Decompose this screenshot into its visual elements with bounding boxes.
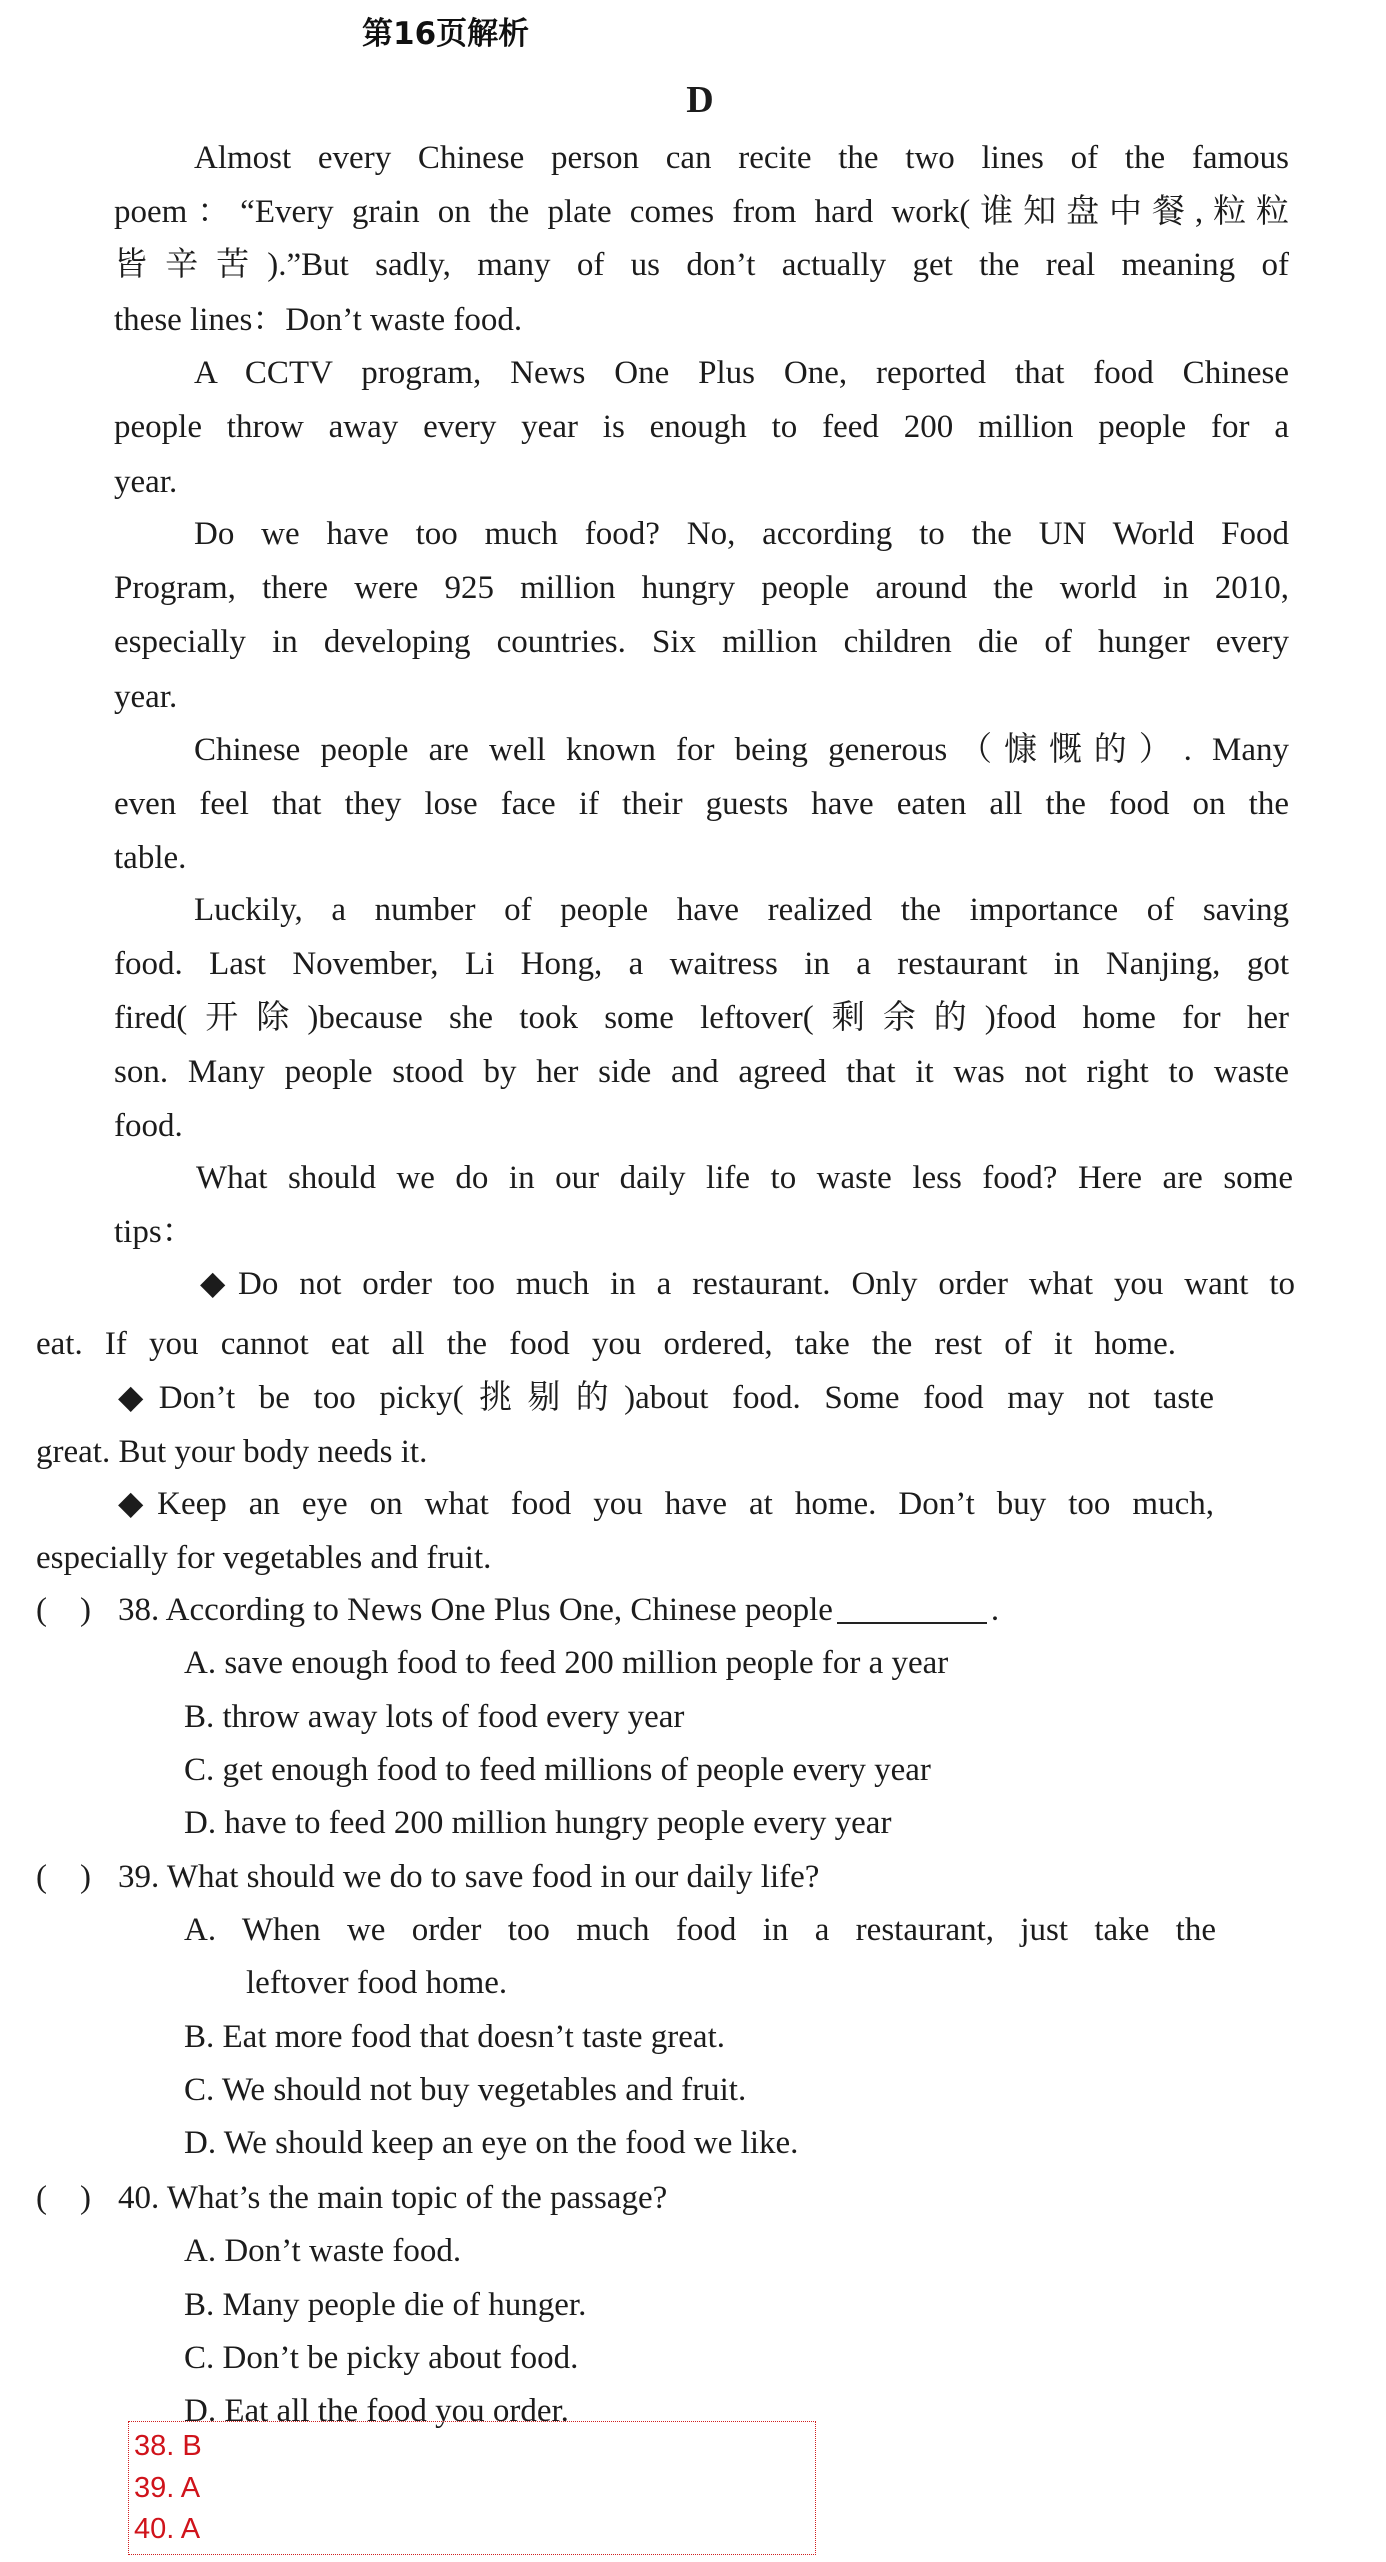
answer-40: 40. A: [134, 2513, 201, 2545]
passage-line: Chinese people are well known for being generous（慷慨的）. Many: [194, 732, 1289, 768]
passage-line: tips：: [114, 1214, 195, 1250]
passage-line: A CCTV program, News One Plus One, reported that food Chinese: [194, 355, 1289, 391]
option-a: A. When we order too much food in a restaurant, just take the: [184, 1912, 1216, 1948]
option-a-continued: leftover food home.: [246, 1965, 508, 2001]
passage-line: year.: [114, 464, 178, 500]
question-stem: 40. What’s the main topic of the passage?: [118, 2180, 668, 2216]
option-a: A. Don’t waste food.: [184, 2233, 462, 2269]
option-b: B. throw away lots of food every year: [184, 1699, 685, 1735]
tip-line: especially for vegetables and fruit.: [36, 1540, 492, 1576]
question-stem: 39. What should we do to save food in our daily life?: [118, 1859, 820, 1895]
option-b: B. Many people die of hunger.: [184, 2287, 587, 2323]
passage-line: 皆辛苦).”But sadly, many of us don’t actually get the real meaning of: [114, 247, 1289, 283]
answer-38: 38. B: [134, 2430, 202, 2462]
passage-line: fired(开除)because she took some leftover(剩余的)food home for her: [114, 1000, 1289, 1036]
tip-line: great. But your body needs it.: [36, 1434, 428, 1470]
option-c: C. We should not buy vegetables and fruit.: [184, 2072, 747, 2108]
tip-line: ◆Keep an eye on what food you have at home. Don’t buy too much,: [118, 1486, 1214, 1522]
option-d: D. We should keep an eye on the food we like.: [184, 2125, 799, 2161]
answer-bracket: ( ): [36, 1859, 91, 1895]
passage-line: poem：“Every grain on the plate comes from hard work(谁知盘中餐,粒粒: [114, 194, 1289, 230]
passage-line: Luckily, a number of people have realized the importance of saving: [194, 892, 1289, 928]
answer-bracket: ( ): [36, 2180, 91, 2216]
passage-line: especially in developing countries. Six million children die of hunger every: [114, 624, 1289, 660]
passage-line: food.: [114, 1108, 183, 1144]
passage-line: year.: [114, 679, 178, 715]
passage-line: Almost every Chinese person can recite the two lines of the famous: [194, 140, 1289, 176]
option-d: D. Eat all the food you order.: [184, 2393, 569, 2429]
answer-key-box: [128, 2421, 816, 2555]
passage-line: Do we have too much food? No, according to the UN World Food: [194, 516, 1289, 552]
passage-line: even feel that they lose face if their guests have eaten all the food on the: [114, 786, 1289, 822]
passage-line: son. Many people stood by her side and agreed that it was not right to waste: [114, 1054, 1289, 1090]
tip-line: ◆Don’t be too picky(挑剔的)about food. Some food may not taste: [118, 1380, 1214, 1416]
passage-line: food. Last November, Li Hong, a waitress in a restaurant in Nanjing, got: [114, 946, 1289, 982]
page-title: 第16页解析: [362, 16, 530, 52]
answer-blank: [837, 1622, 987, 1624]
option-c: C. get enough food to feed millions of people every year: [184, 1752, 931, 1788]
passage-line: What should we do in our daily life to waste less food? Here are some: [196, 1160, 1293, 1196]
question-stem: 38. According to News One Plus One, Chinese people .: [118, 1592, 1000, 1628]
option-d: D. have to feed 200 million hungry people every year: [184, 1805, 892, 1841]
option-a: A. save enough food to feed 200 million people for a year: [184, 1645, 949, 1681]
passage-line: table.: [114, 840, 187, 876]
section-heading: D: [686, 79, 714, 121]
passage-line: people throw away every year is enough to feed 200 million people for a: [114, 409, 1289, 445]
answer-bracket: ( ): [36, 1592, 91, 1628]
passage-line: Program, there were 925 million hungry people around the world in 2010,: [114, 570, 1289, 606]
option-c: C. Don’t be picky about food.: [184, 2340, 579, 2376]
tip-line: eat. If you cannot eat all the food you ordered, take the rest of it home.: [36, 1326, 1176, 1362]
answer-39: 39. A: [134, 2472, 201, 2504]
tip-line: ◆Do not order too much in a restaurant. Only order what you want to: [200, 1266, 1295, 1302]
passage-line: these lines：Don’t waste food.: [114, 302, 523, 338]
option-b: B. Eat more food that doesn’t taste great.: [184, 2019, 725, 2055]
